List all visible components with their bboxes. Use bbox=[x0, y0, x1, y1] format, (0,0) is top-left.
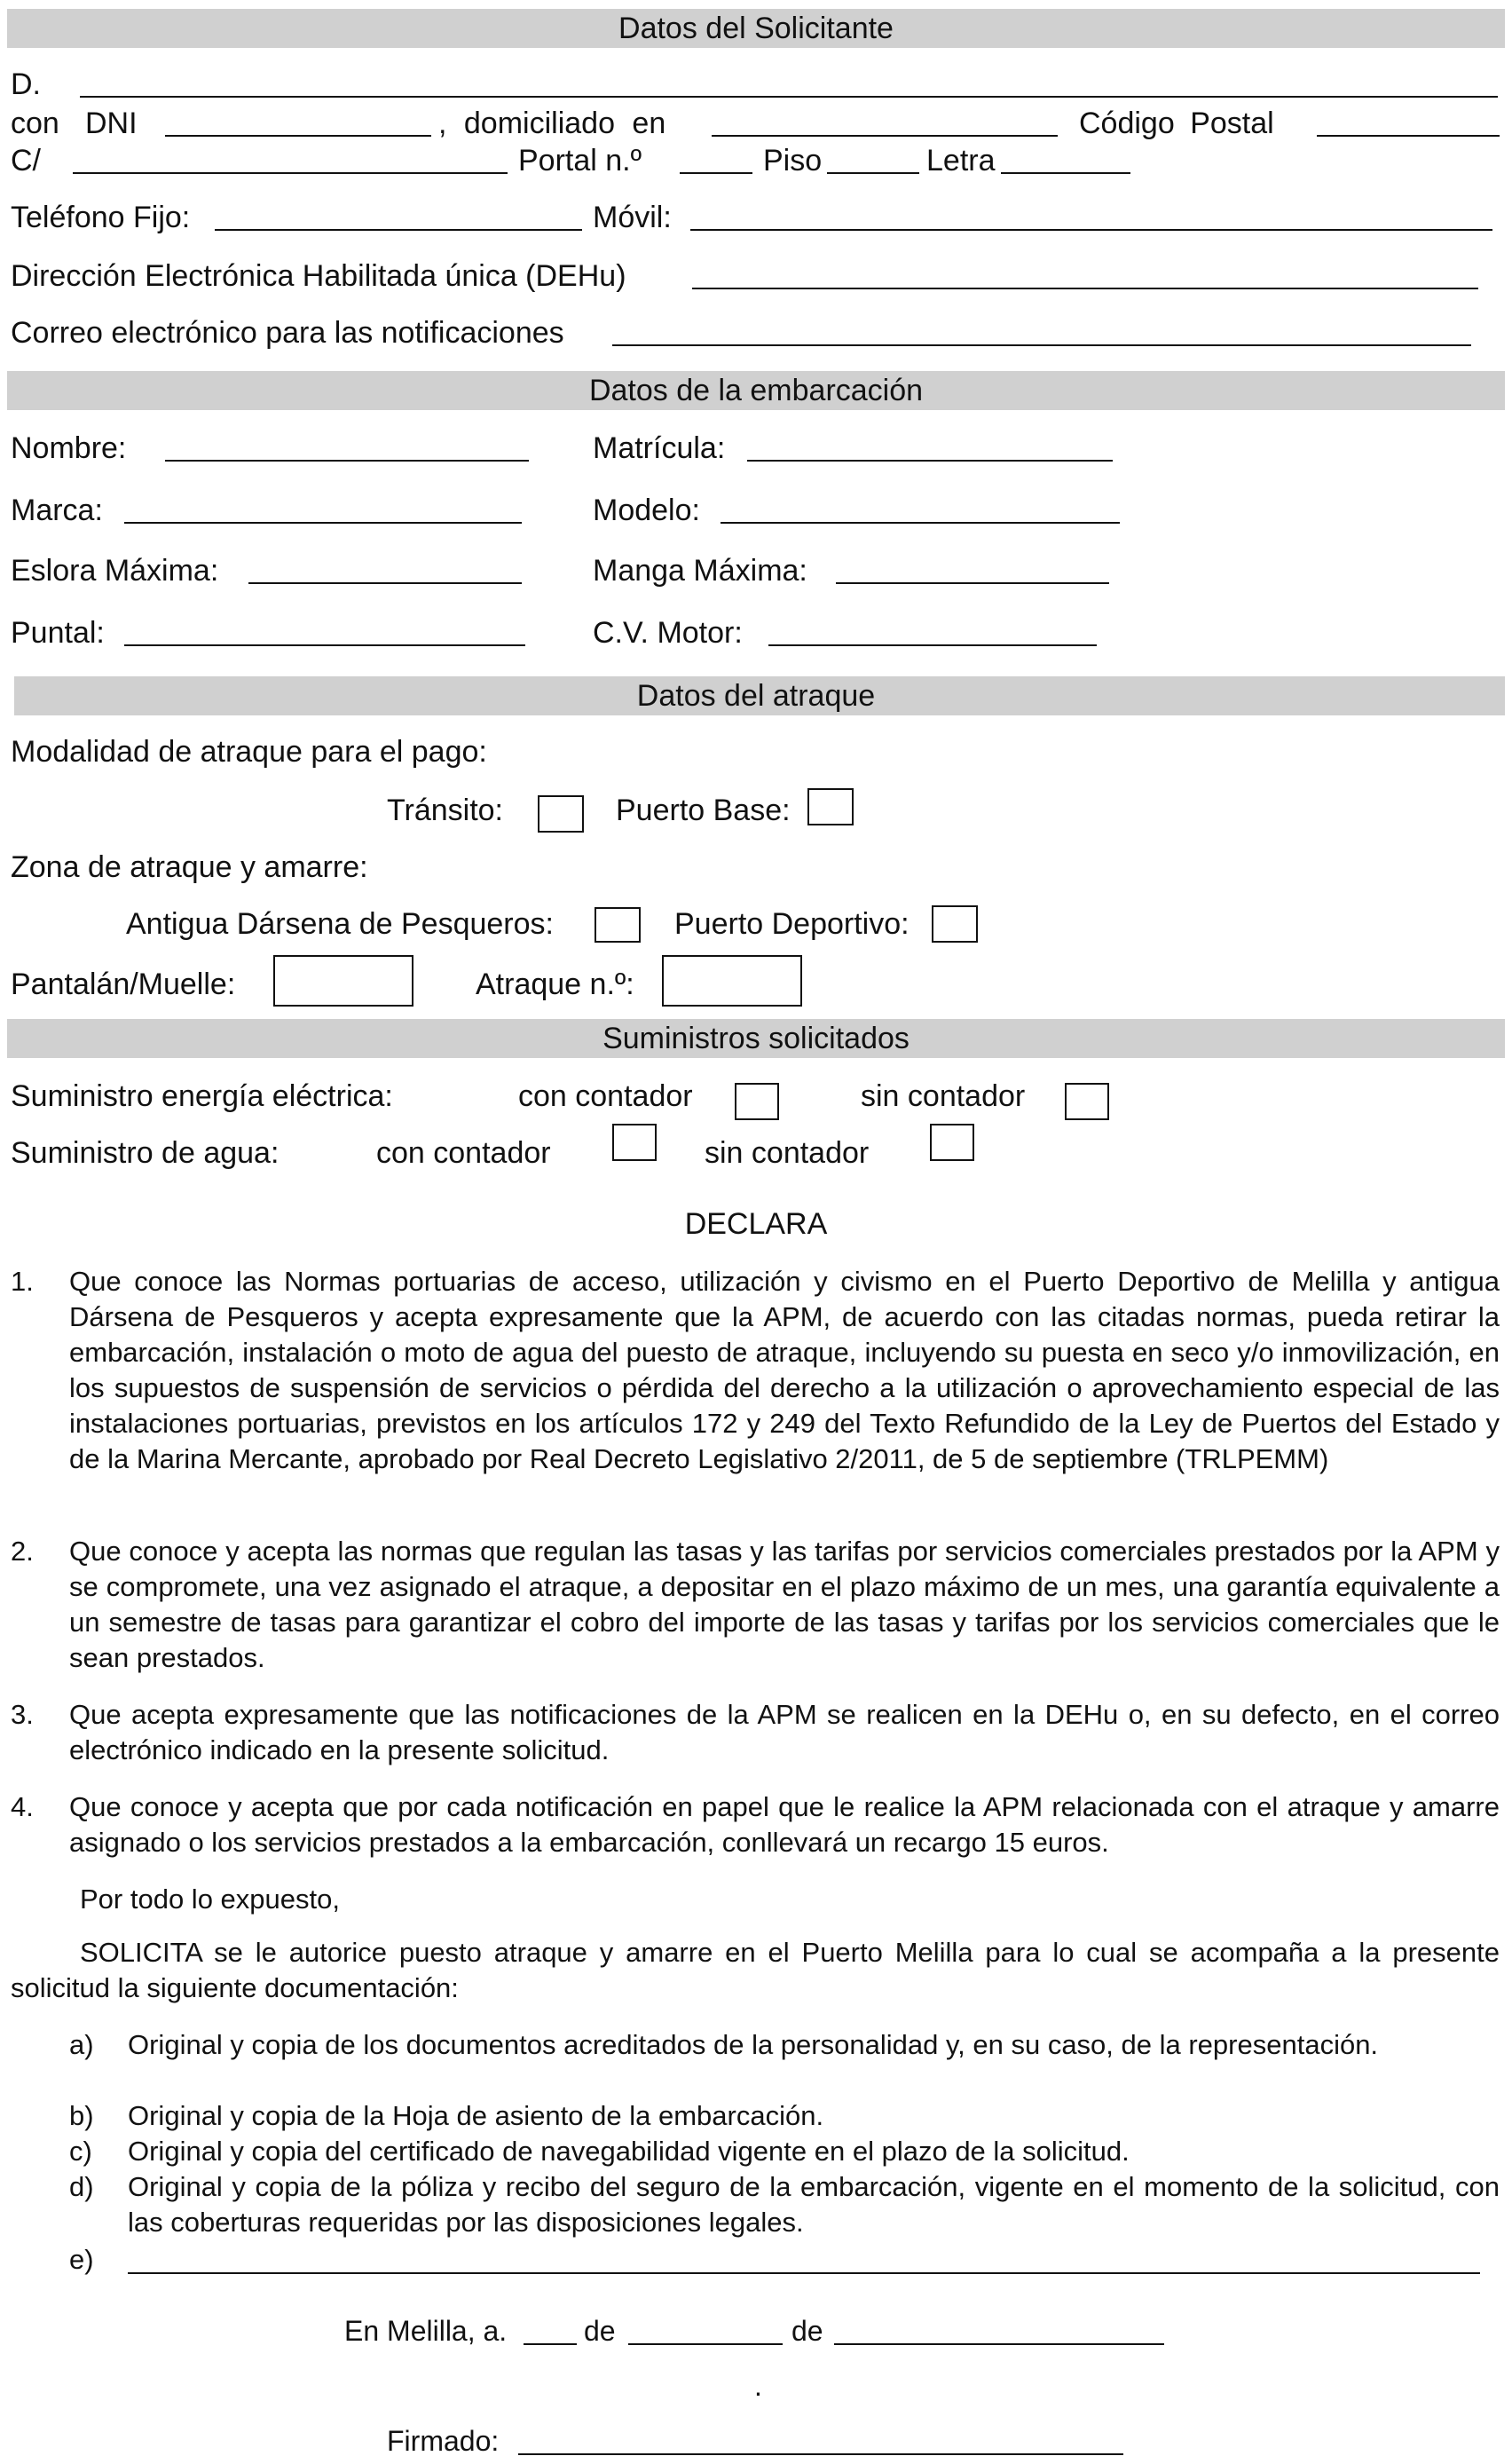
motor-field[interactable] bbox=[768, 644, 1097, 646]
declara-item-text: Que conoce las Normas portuarias de acceso, utilización y civismo en el Puerto Deportivo de Melilla y antigua Dársena de Pesqueros y acepta expresamente que la APM, de acuerdo con las citadas normas, pueda retirar la embarcación, instalación o moto de agua del puesto de atraque, incluyendo su puesta en seco y/o inmovilización, en los supuestos de suspensión de servicios o pérdida del derecho a la utilización o aprovechamiento especial de las instalaciones portuarias, previstos en los artículos 172 y 249 del Texto Refundido de la Ley de Puertos del Estado y de la Marina Mercante, aprobado por Real Decreto Legislativo 2/2011, de 5 de septiembre (TRLPEMM) bbox=[69, 1266, 1500, 1474]
telefono-label: Teléfono Fijo: bbox=[11, 201, 191, 234]
firma-field[interactable] bbox=[518, 2453, 1123, 2455]
documento-letter: a) bbox=[69, 2029, 94, 2060]
calle-field[interactable] bbox=[73, 172, 508, 174]
codigo-postal-label: Código Postal bbox=[1079, 107, 1274, 140]
agua-con-contador-checkbox[interactable] bbox=[612, 1124, 657, 1161]
movil-label: Móvil: bbox=[593, 201, 672, 234]
atraque-num-field[interactable] bbox=[662, 955, 802, 1007]
puerto-base-label: Puerto Base: bbox=[616, 794, 791, 827]
d-label: D. bbox=[11, 67, 41, 101]
letra-field[interactable] bbox=[1001, 172, 1130, 174]
con-label: con bbox=[11, 107, 59, 140]
solicita-text: SOLICITA se le autorice puesto atraque y amarre en el Puerto Melilla para lo cual se acompaña a la presente solicitud la siguiente documentación: bbox=[11, 1937, 1500, 2003]
telefono-field[interactable] bbox=[215, 229, 582, 231]
lugar-label: En Melilla, a. bbox=[344, 2315, 508, 2347]
marca-label: Marca: bbox=[11, 494, 103, 527]
declara-title: DECLARA bbox=[684, 1207, 828, 1241]
codigo-postal-field[interactable] bbox=[1317, 135, 1500, 137]
electrica-sin-contador-checkbox[interactable] bbox=[1065, 1083, 1109, 1120]
movil-field[interactable] bbox=[690, 229, 1492, 231]
declara-item-number: 1. bbox=[11, 1266, 34, 1297]
modelo-label: Modelo: bbox=[593, 494, 700, 527]
documento-text: Original y copia del certificado de navegabilidad vigente en el plazo de la solicitud. bbox=[128, 2136, 1130, 2167]
puerto-base-checkbox[interactable] bbox=[807, 788, 854, 825]
piso-label: Piso bbox=[763, 144, 823, 178]
transito-checkbox[interactable] bbox=[538, 795, 584, 833]
dehu-field[interactable] bbox=[692, 288, 1478, 289]
documento-text: Original y copia de la Hoja de asiento de la embarcación. bbox=[128, 2100, 824, 2131]
modalidad-label: Modalidad de atraque para el pago: bbox=[11, 735, 487, 769]
electrica-con-contador-checkbox[interactable] bbox=[735, 1083, 779, 1120]
name-field[interactable] bbox=[80, 96, 1498, 98]
motor-label: C.V. Motor: bbox=[593, 616, 743, 650]
dot-mark: . bbox=[754, 2370, 762, 2402]
documento-e-field[interactable] bbox=[128, 2272, 1480, 2274]
transito-label: Tránsito: bbox=[387, 794, 504, 827]
pantalan-label: Pantalán/Muelle: bbox=[11, 967, 236, 1001]
nombre-label: Nombre: bbox=[11, 431, 127, 465]
de-label: de bbox=[791, 2315, 823, 2347]
manga-field[interactable] bbox=[836, 582, 1109, 584]
declara-item-text: Que acepta expresamente que las notificaciones de la APM se realicen en la DEHu o, en su defecto, en el correo electrónico indicado en la presente solicitud. bbox=[69, 1699, 1500, 1765]
letra-label: Letra bbox=[926, 144, 996, 178]
marca-field[interactable] bbox=[124, 522, 522, 524]
expuesto-text: Por todo lo expuesto, bbox=[80, 1884, 340, 1915]
documento-text: Original y copia de los documentos acreditados de la personalidad y, en su caso, de la representación. bbox=[128, 2029, 1379, 2060]
declara-item-number: 3. bbox=[11, 1699, 34, 1730]
agua-sin-contador-label: sin contador bbox=[705, 1136, 870, 1170]
piso-field[interactable] bbox=[827, 172, 919, 174]
portal-field[interactable] bbox=[680, 172, 752, 174]
dni-label: DNI bbox=[85, 107, 138, 140]
section-header-embarcacion: Datos de la embarcación bbox=[7, 371, 1505, 410]
deportivo-checkbox[interactable] bbox=[932, 905, 978, 943]
nombre-field[interactable] bbox=[165, 460, 529, 462]
anio-field[interactable] bbox=[834, 2343, 1164, 2345]
firmado-label: Firmado: bbox=[387, 2425, 500, 2457]
documento-letter: b) bbox=[69, 2100, 94, 2131]
matricula-label: Matrícula: bbox=[593, 431, 726, 465]
darsena-checkbox[interactable] bbox=[595, 907, 641, 943]
puntal-field[interactable] bbox=[124, 644, 525, 646]
section-header-suministros: Suministros solicitados bbox=[7, 1019, 1505, 1058]
electrica-con-contador-label: con contador bbox=[518, 1079, 693, 1113]
dni-field[interactable] bbox=[165, 135, 431, 137]
section-header-atraque: Datos del atraque bbox=[7, 676, 1505, 715]
declara-item-number: 4. bbox=[11, 1791, 34, 1822]
email-label: Correo electrónico para las notificaciones bbox=[11, 316, 564, 350]
dia-field[interactable] bbox=[524, 2343, 577, 2345]
agua-label: Suministro de agua: bbox=[11, 1136, 280, 1170]
domicilio-field[interactable] bbox=[712, 135, 1058, 137]
section-header-solicitante: Datos del Solicitante bbox=[7, 9, 1505, 48]
modelo-field[interactable] bbox=[721, 522, 1120, 524]
declara-item-text: Que conoce y acepta que por cada notificación en papel que le realice la APM relacionada con el atraque y amarre asignado o los servicios prestados a la embarcación, conllevará un recargo 15 euros. bbox=[69, 1791, 1500, 1858]
de-label: de bbox=[584, 2315, 616, 2347]
atraque-num-label: Atraque n.º: bbox=[476, 967, 634, 1001]
portal-label: Portal n.º bbox=[518, 144, 642, 178]
zona-label: Zona de atraque y amarre: bbox=[11, 850, 368, 884]
pantalan-field[interactable] bbox=[273, 955, 413, 1007]
mes-field[interactable] bbox=[628, 2343, 783, 2345]
agua-con-contador-label: con contador bbox=[376, 1136, 551, 1170]
matricula-field[interactable] bbox=[747, 460, 1113, 462]
email-field[interactable] bbox=[612, 344, 1471, 346]
deportivo-label: Puerto Deportivo: bbox=[674, 907, 910, 941]
domiciliado-label: , domiciliado en bbox=[438, 107, 666, 140]
eslora-label: Eslora Máxima: bbox=[11, 554, 219, 588]
documento-letter: d) bbox=[69, 2171, 94, 2202]
declara-item-text: Que conoce y acepta las normas que regulan las tasas y las tarifas por servicios comerciales prestados por la APM y se compromete, una vez asignado el atraque, a depositar en el plazo máximo de un mes, una garantía equivalente a un semestre de tasas para garantizar el cobro del importe de las tasas y tarifas por los servicios comerciales que le sean prestados. bbox=[69, 1536, 1500, 1673]
puntal-label: Puntal: bbox=[11, 616, 105, 650]
documento-letter: c) bbox=[69, 2136, 92, 2167]
documento-letter: e) bbox=[69, 2244, 94, 2275]
electrica-sin-contador-label: sin contador bbox=[861, 1079, 1026, 1113]
electrica-label: Suministro energía eléctrica: bbox=[11, 1079, 393, 1113]
calle-label: C/ bbox=[11, 144, 41, 178]
documento-text: Original y copia de la póliza y recibo del seguro de la embarcación, vigente en el momento de la solicitud, con las coberturas requeridas por las disposiciones legales. bbox=[128, 2171, 1500, 2238]
agua-sin-contador-checkbox[interactable] bbox=[930, 1124, 974, 1161]
dehu-label: Dirección Electrónica Habilitada única (DEHu) bbox=[11, 259, 626, 293]
manga-label: Manga Máxima: bbox=[593, 554, 807, 588]
declara-item-number: 2. bbox=[11, 1536, 34, 1567]
darsena-label: Antigua Dársena de Pesqueros: bbox=[126, 907, 554, 941]
eslora-field[interactable] bbox=[248, 582, 522, 584]
